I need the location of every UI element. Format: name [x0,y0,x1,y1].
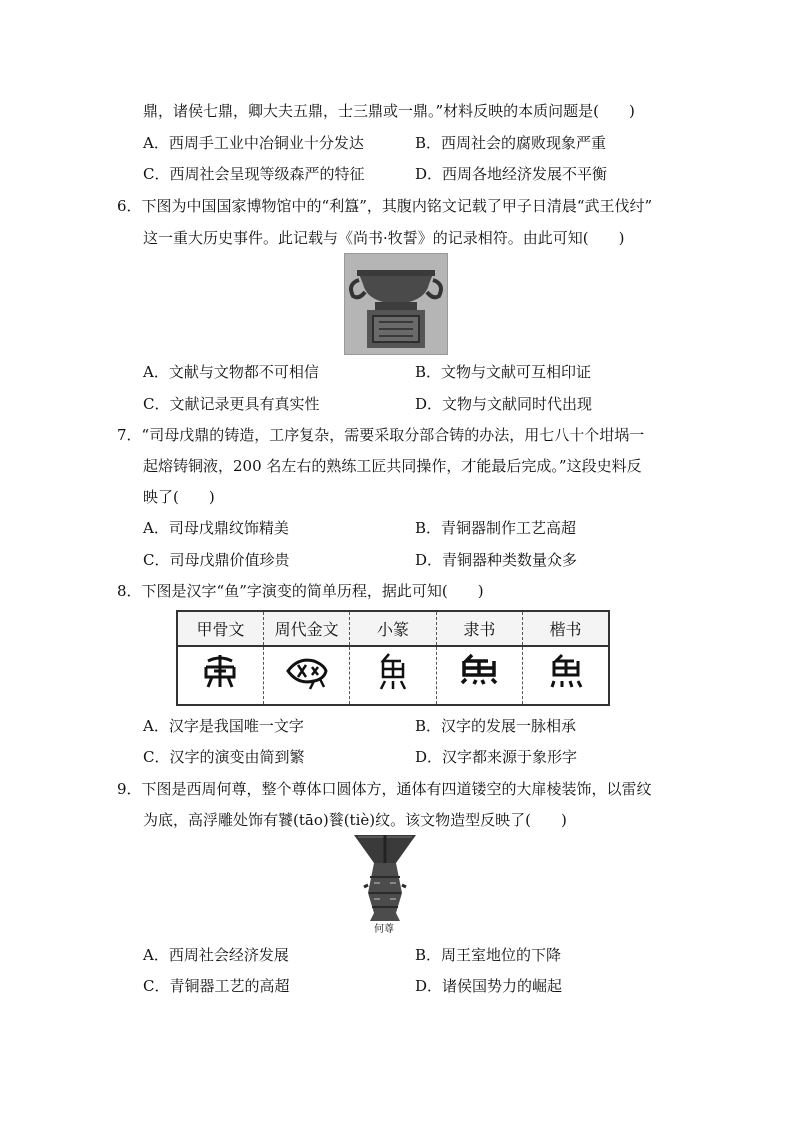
q5-stem-continued: 鼎，诸侯七鼎，卿大夫五鼎，士三鼎或一鼎。”材料反映的本质问题是( ) [143,102,635,120]
q5-option-b[interactable]: B．西周社会的腐败现象严重 [415,134,607,152]
evolution-header-row [177,611,609,646]
header-zhou-bronze: 周代金文 [263,611,349,646]
q9-option-d[interactable]: D．诸侯国势力的崛起 [415,977,563,995]
oracle-fish-glyph [200,651,240,691]
q5-option-d[interactable]: D．西周各地经济发展不平衡 [415,165,608,183]
q6-option-d[interactable]: D．文物与文献同时代出现 [415,395,593,413]
header-clerical: 隶书 [436,611,522,646]
glyph-zhou-bronze [263,646,349,705]
q7-option-a[interactable]: A．司母戊鼎纹饰精美 [143,519,289,537]
glyph-small-seal [350,646,436,705]
seal-fish-glyph [375,651,411,691]
q9-stem-line1: 9．下图是西周何尊，整个尊体口圆体方，通体有四道镂空的大扉棱装饰，以雷纹 [117,780,652,798]
q7-option-c[interactable]: C．司母戊鼎价值珍贵 [143,551,290,569]
q8-option-d[interactable]: D．汉字都来源于象形字 [415,748,578,766]
header-oracle-bone: 甲骨文 [177,611,263,646]
hezun-caption: 何尊 [374,924,394,935]
q9-option-a[interactable]: A．西周社会经济发展 [143,946,289,964]
evolution-glyph-row [177,646,609,705]
q7-option-b[interactable]: B．青铜器制作工艺高超 [415,519,577,537]
clerical-fish-glyph [456,653,502,689]
bronze-fish-glyph [284,651,330,691]
q8-option-c[interactable]: C．汉字的演变由简到繁 [143,748,305,766]
header-regular: 楷书 [523,611,609,646]
q8-stem-line1: 8．下图是汉字“鱼”字演变的简单历程，据此可知( ) [117,582,484,600]
glyph-regular [523,646,609,705]
glyph-clerical [436,646,522,705]
header-small-seal: 小篆 [350,611,436,646]
q7-option-d[interactable]: D．青铜器种类数量众多 [415,551,578,569]
glyph-oracle-bone [177,646,263,705]
q6-option-c[interactable]: C．文献记录更具有真实性 [143,395,320,413]
q5-option-c[interactable]: C．西周社会呈现等级森严的特征 [143,165,365,183]
regular-fish-glyph [546,653,586,689]
q8-option-a[interactable]: A．汉字是我国唯一文字 [143,717,304,735]
q7-stem-line3: 映了( ) [143,488,215,506]
ligui-bronze-image [344,253,448,355]
q7-stem-line2: 起熔铸铜液，200 名左右的熟练工匠共同操作，才能最后完成。”这段史料反 [143,457,642,475]
q6-option-b[interactable]: B．文物与文献可互相印证 [415,363,592,381]
q6-option-a[interactable]: A．文献与文物都不可相信 [143,363,319,381]
q9-option-c[interactable]: C．青铜器工艺的高超 [143,977,290,995]
fish-character-evolution-table [176,610,610,706]
q5-option-a[interactable]: A．西周手工业中冶铜业十分发达 [143,134,364,152]
hezun-bronze-image [352,833,418,923]
q6-stem-line1: 6．下图为中国国家博物馆中的“利簋”，其腹内铭文记载了甲子日清晨“武王伐纣” [117,197,653,215]
q9-stem-line2: 为底，高浮雕处饰有饕(tāo)餮(tiè)纹。该文物造型反映了( ) [143,811,567,829]
q7-stem-line1: 7．“司母戊鼎的铸造，工序复杂，需要采取分部合铸的办法，用七八十个坩埚一 [117,426,645,444]
q6-stem-line2: 这一重大历史事件。此记载与《尚书·牧誓》的记录相符。由此可知( ) [143,229,625,247]
q8-option-b[interactable]: B．汉字的发展一脉相承 [415,717,577,735]
q9-option-b[interactable]: B．周王室地位的下降 [415,946,562,964]
